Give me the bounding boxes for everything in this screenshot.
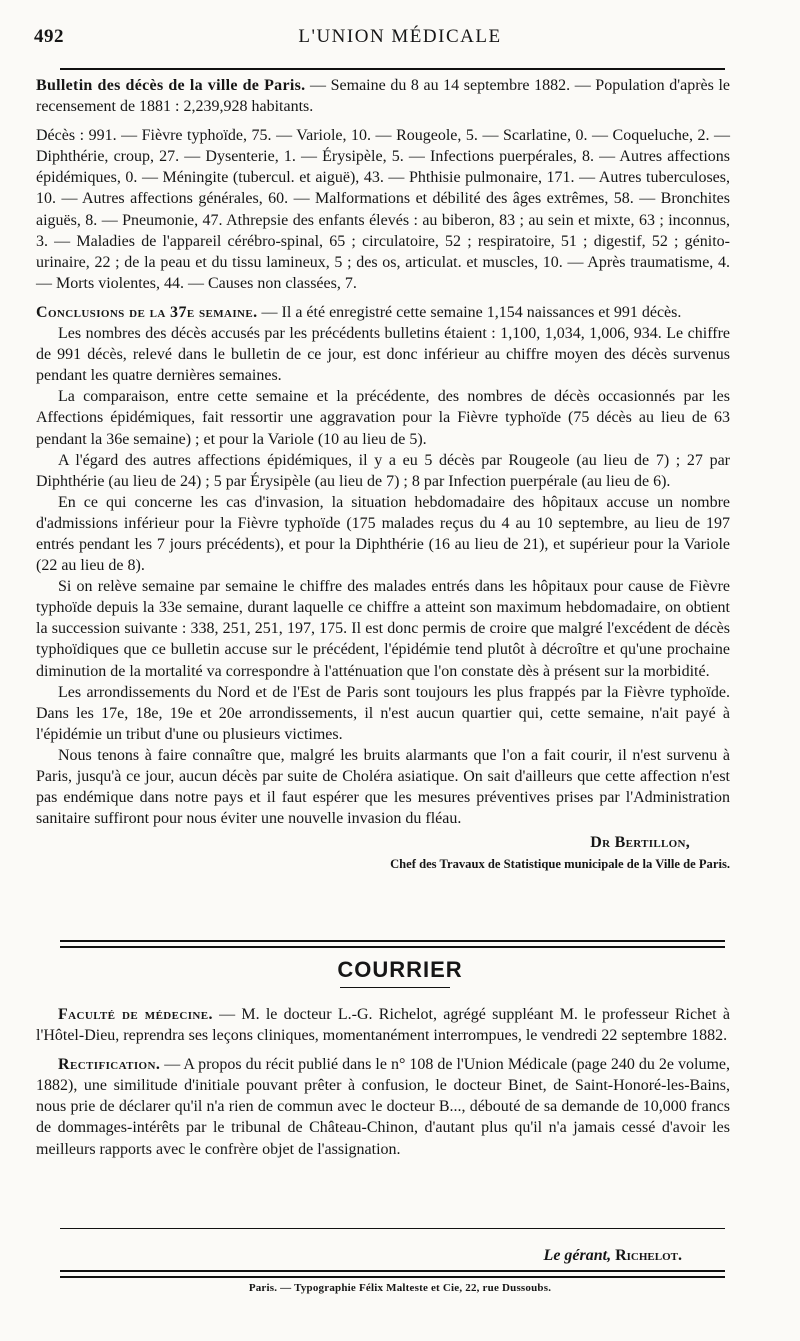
- spacer: [36, 1046, 730, 1054]
- gerant-label: Le gérant,: [543, 1247, 612, 1264]
- section-divider: [60, 940, 725, 948]
- rectification-paragraph: [36, 1054, 730, 1159]
- deaths-list: Décès : 991. — Fièvre typhoïde, 75. — Variole, 10. — Rougeole, 5. — Scarlatine, 0. — Coqueluche, 2. — Diphthérie, croup, 27. — Dysenterie, 1. — Érysipèle, 5. — Infections puerpérales, 8. — Autres affections épidémiques, 0. — Méningite (tubercul. et aiguë), 43. — Phthisie pulmonaire, 171. — Autres tuberculoses, 10. — Autres affections générales, 60. — Malformations et débilité des âges extrêmes, 58. — Bronchites aiguës, 8. — Pneumonie, 47. Athrepsie des enfants élevés : au biberon, 83 ; au sein et mixte, 63 ; inconnus, 3. — Maladies de l'appareil cérébro-spinal, 65 ; circulatoire, 52 ; respiratoire, 51 ; digestif, 52 ; génito-urinaire, 22 ; de la peau et du tissu lamineux, 5 ; des os, articulat. et muscles, 10. — Après traumatisme, 4. — Morts violentes, 44. — Causes non classées, 7.: [36, 127, 730, 292]
- spacer: [36, 294, 730, 302]
- signature-name: Dr Bertillon,: [590, 834, 690, 852]
- conclusions-paragraph-8: Nous tenons à faire connaître que, malgré les bruits alarmants que l'on a fait courir, il n'est survenu à Paris, jusqu'à ce jour, aucun décès par suite de Choléra asiatique. On sait d'ailleurs que cette affection n'est pas endémique dans notre pays et il faut espérer que les mesures préventives prises par l'Administration sanitaire suffiront pour nous éviter une nouvelle invasion du fléau.: [36, 746, 730, 828]
- header-rule: [60, 68, 725, 70]
- spacer: [36, 117, 730, 125]
- conclusions-label: Conclusions de la 37e semaine.: [36, 303, 258, 321]
- conclusions-paragraph-2: Les nombres des décès accusés par les précédents bulletins étaient : 1,100, 1,034, 1,006, 934. Le chiffre de 991 décès, relevé dans le bulletin de ce jour, est donc inférieur au chiffre moyen des décès survenus pendant les quatre dernières semaines.: [36, 325, 730, 385]
- rectification-text: — A propos du récit publié dans le n° 108 de l'Union Médicale (page 240 du 2e volume, 1882), une similitude d'initiale pouvant prêter à confusion, le docteur Binet, de Saint-Honoré-les-Bains, nous prie de déclarer qu'il n'a rien de commun avec le docteur B..., débouté de sa demande de 10,000 francs de dommages-intérêts par le tribunal de Château-Chinon, d'autant plus qu'il n'a jamais cessé d'avoir les meilleurs rapports avec le confrère objet de l'assignation.: [36, 1056, 730, 1158]
- signature-role: Chef des Travaux de Statistique municipale de la Ville de Paris.: [390, 857, 730, 872]
- footer-top-rule: [60, 1228, 725, 1229]
- gerant-name: Richelot.: [615, 1247, 682, 1264]
- bulletin-intro: [36, 75, 730, 117]
- bulletin-section: [36, 75, 730, 875]
- conclusions-paragraph-6: Si on relève semaine par semaine le chiffre des malades entrés dans les hôpitaux pour cause de Fièvre typhoïde depuis la 33e semaine, durant laquelle ce chiffre a atteint son maximum hebdomadaire, on obtient la succession suivante : 338, 251, 251, 197, 175. Il est donc permis de croire que malgré l'excédent de décès typhoïdiques que ce bulletin accuse sur le précédent, l'épidémie tend plutôt à décroître et qu'une prochaine diminution de la mortalité va correspondre à l'atténuation que l'on constate dès à présent sur la morbidité.: [36, 578, 730, 680]
- running-title: L'UNION MÉDICALE: [298, 26, 502, 47]
- conclusions-paragraph-3: La comparaison, entre cette semaine et la précédente, des nombres de décès occasionnés par les Affections épidémiques, fait ressortir une aggravation pour la Fièvre typhoïde (75 décès au lieu de 63 pendant la 36e semaine) ; et pour la Variole (10 au lieu de 5).: [36, 388, 730, 448]
- footer-rule: [60, 1270, 725, 1278]
- conclusions-paragraph-7: Les arrondissements du Nord et de l'Est de Paris sont toujours les plus frappés par la Fièvre typhoïde. Dans les 17e, 18e, 19e et 20e arrondissements, il n'est aucun quartier qui, cette semaine, n'ait payé à l'épidémie un tribut d'une ou plusieurs victimes.: [36, 683, 730, 743]
- courrier-underline: [340, 987, 450, 988]
- page-number: 492: [34, 26, 64, 47]
- printer-imprint: Paris. — Typographie Félix Malteste et Cie, 22, rue Dussoubs.: [248, 1282, 552, 1294]
- conclusions-text: — Il a été enregistré cette semaine 1,154 naissances et 991 décès.: [257, 303, 682, 321]
- signature-block: [36, 832, 730, 875]
- conclusions-paragraph-5: En ce qui concerne les cas d'invasion, la situation hebdomadaire des hôpitaux accuse un nombre d'admissions inférieur pour la Fièvre typhoïde (175 malades reçus du 4 au 10 septembre, au lieu de 197 entrés pendant les 7 jours précédents), et pour la Diphthérie (16 au lieu de 21), et supérieur pour la Variole (22 au lieu de 8).: [36, 493, 730, 575]
- page-header: [30, 26, 770, 60]
- rectification-label: Rectification.: [58, 1056, 161, 1074]
- courrier-section: [36, 1004, 730, 1160]
- conclusions-paragraph-4: A l'égard des autres affections épidémiques, il y a eu 5 décès par Rougeole (au lieu de 7) ; 27 par Diphthérie (au lieu de 24) ; 5 par Érysipèle (au lieu de 7) ; 8 par Infection puerpérale (au lieu de 6).: [36, 451, 730, 490]
- bulletin-title: Bulletin des décès de la ville de Paris.: [36, 77, 306, 94]
- courrier-heading: COURRIER: [337, 957, 463, 982]
- gerant-line: [544, 1247, 682, 1265]
- faculte-paragraph: [36, 1004, 730, 1046]
- bulletin-intro-text: — Semaine du 8 au 14 septembre 1882. — Population d'après le recensement de 1881 : 2,239,928 habitants.: [36, 77, 730, 116]
- faculte-label: Faculté de médecine.: [58, 1006, 213, 1023]
- conclusions-paragraph-1: [36, 302, 730, 323]
- faculte-text: — M. le docteur L.-G. Richelot, agrégé suppléant M. le professeur Richet à l'Hôtel-Dieu, reprendra ses leçons cliniques, momentanément interrompues, le vendredi 22 septembre 1882.: [36, 1006, 730, 1045]
